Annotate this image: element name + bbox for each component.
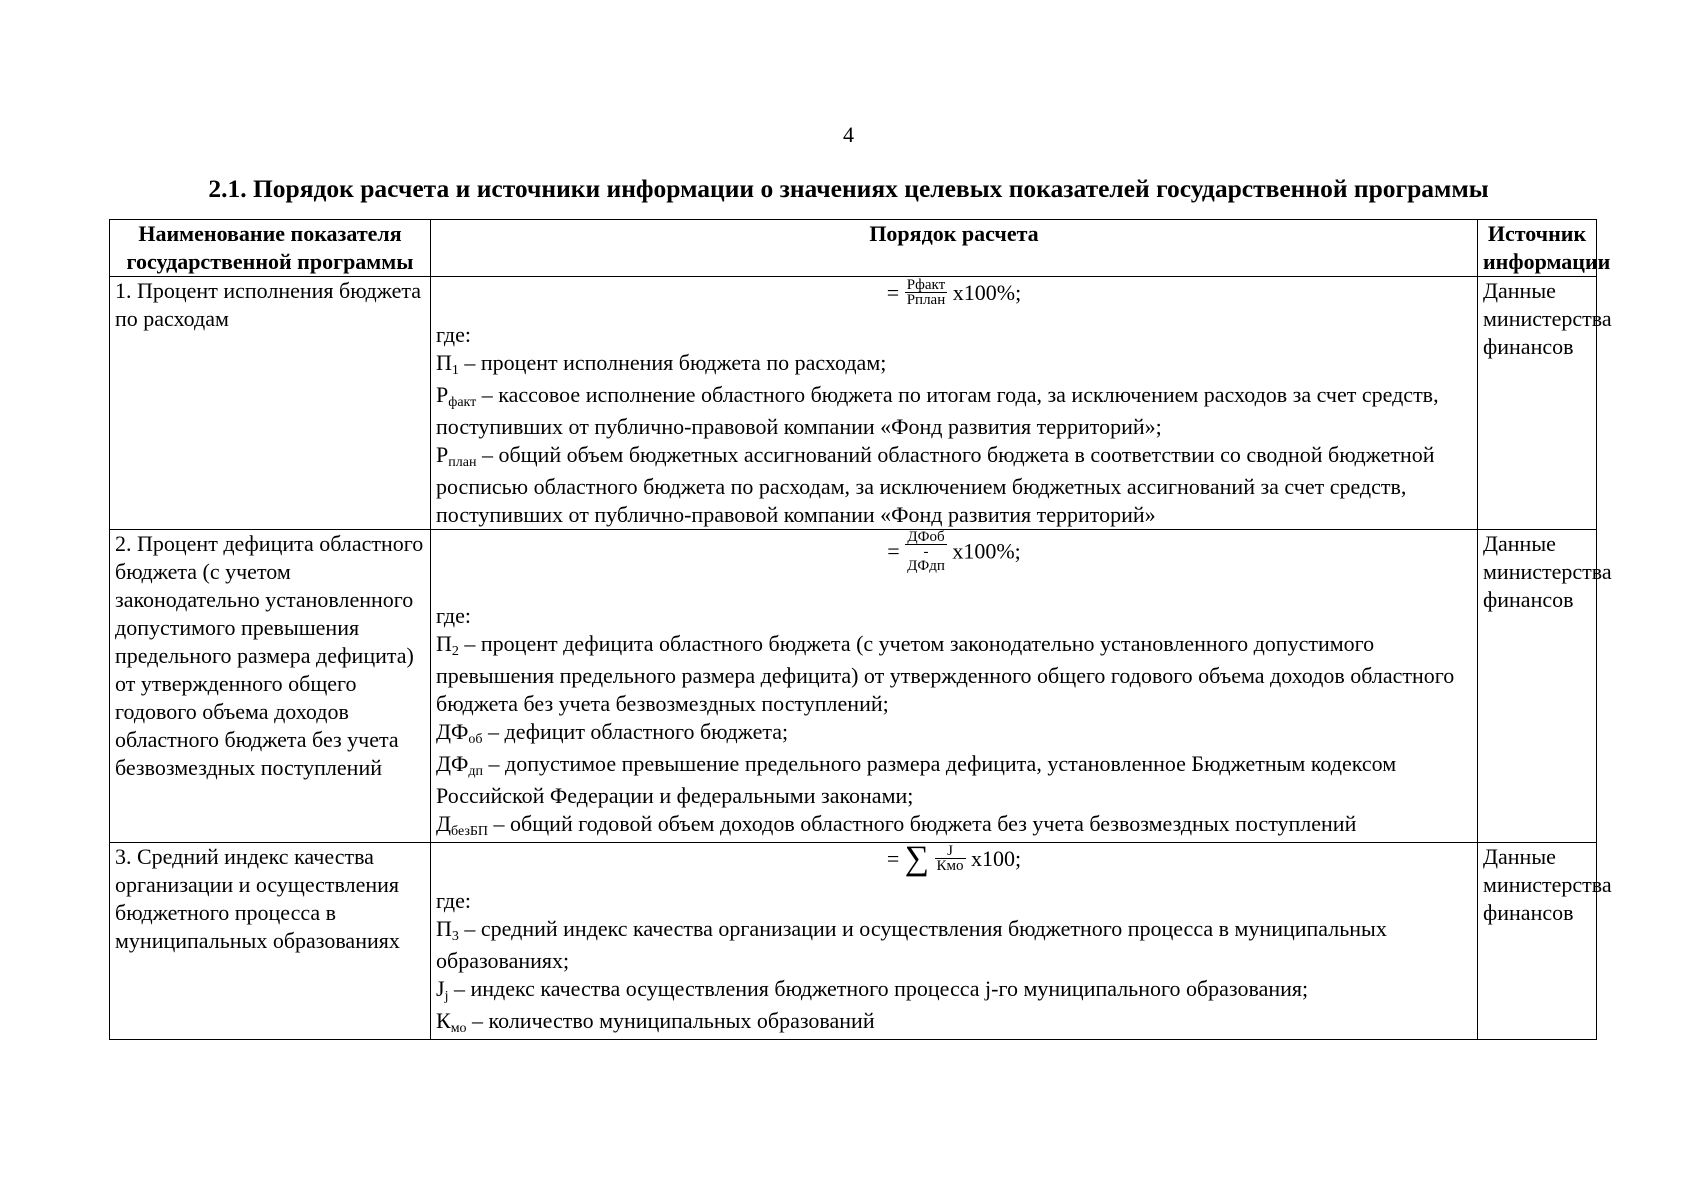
where-label: где: <box>436 322 471 347</box>
variable-definition <box>436 630 1472 718</box>
source-cell: Данные министерства финансов <box>1478 843 1597 1040</box>
variable-description: – процент исполнения бюджета по расходам; <box>458 350 887 375</box>
formula-minus: - <box>923 544 929 560</box>
variable-definition <box>436 718 1472 750</box>
variable-subscript: факт <box>448 395 477 410</box>
variable-definition <box>436 381 1472 441</box>
variable-symbol: ДФ <box>436 719 469 744</box>
variable-symbol: П <box>436 631 452 656</box>
variable-description: – средний индекс качества организации и осуществления бюджетного процесса в муниципальных образованиях; <box>436 916 1387 973</box>
formula-tail: х100%; <box>952 279 1022 305</box>
formula-lhs: = <box>886 279 900 305</box>
variable-definition <box>436 750 1472 810</box>
table-row <box>110 277 1597 530</box>
variable-symbol: Р <box>436 442 449 467</box>
formula-tail: х100; <box>971 845 1022 871</box>
header-name: Наименование показателя государственной программы <box>110 220 431 277</box>
variable-subscript: 3 <box>451 929 459 944</box>
variable-subscript: план <box>448 455 477 470</box>
variable-symbol: ДФ <box>436 751 469 776</box>
variable-description: – общий объем бюджетных ассигнований областного бюджета в соответствии со сводной бюджетной росписью областного бюджета по расходам, за исключением бюджетных ассигнований за счет средств, поступивших от публично-правовой компании «Фонд развития территорий» <box>436 442 1435 527</box>
variable-description: – кассовое исполнение областного бюджета по итогам года, за исключением расходов за счет средств, поступивших от публично-правовой компании «Фонд развития территорий»; <box>436 382 1439 439</box>
variable-subscript: дп <box>468 764 484 779</box>
variable-definition <box>436 975 1472 1007</box>
variable-subscript: мо <box>450 1021 467 1036</box>
header-source: Источник информации <box>1478 220 1597 277</box>
formula <box>436 530 1472 602</box>
variable-definition <box>436 349 1472 381</box>
variable-description: – количество муниципальных образований <box>466 1008 875 1033</box>
calc-cell <box>431 530 1478 843</box>
source-cell: Данные министерства финансов <box>1478 277 1597 530</box>
formula-fraction <box>905 530 947 573</box>
variable-symbol: Р <box>436 382 449 407</box>
header-calc: Порядок расчета <box>431 220 1478 277</box>
variable-description: – индекс качества осуществления бюджетного процесса j-го муниципального образования; <box>448 976 1309 1001</box>
variable-symbol: П <box>436 350 452 375</box>
indicator-name: 3. Средний индекс качества организации и осуществления бюджетного процесса в муниципальных образованиях <box>110 843 431 1040</box>
formula-numerator: J <box>935 844 966 859</box>
formula-fraction <box>935 844 966 873</box>
formula <box>436 839 1472 887</box>
variable-symbol: П <box>436 916 452 941</box>
variable-definition <box>436 441 1472 529</box>
formula <box>436 277 1472 321</box>
variable-description: – процент дефицита областного бюджета (с учетом законодательно установленного допустимого превышения предельного размера дефицита) от утвержденного общего годового объема доходов областного бюджета без учета безвозмездных поступлений; <box>436 631 1455 716</box>
document-title: 2.1. Порядок расчета и источники информации о значениях целевых показателей государственной программы <box>208 174 1489 203</box>
variable-description: – дефицит областного бюджета; <box>482 719 789 744</box>
variable-description: – общий годовой объем доходов областного бюджета без учета безвозмездных поступлений <box>488 811 1357 836</box>
table-header-row <box>110 220 1597 277</box>
variable-subscript: безБП <box>451 824 489 839</box>
sum-symbol: ∑ <box>904 839 930 877</box>
calc-cell <box>431 839 1478 1040</box>
calc-cell <box>431 277 1478 530</box>
where-label: где: <box>436 888 471 913</box>
variable-subscript: j <box>444 989 449 1004</box>
variable-definition <box>436 1007 1472 1039</box>
formula-lhs: = <box>887 538 900 564</box>
variable-subscript: об <box>468 732 483 747</box>
variable-subscript: 1 <box>451 363 459 378</box>
formula-fraction <box>905 278 948 307</box>
variable-symbol: J <box>436 976 445 1001</box>
formula-lhs: = <box>886 845 900 871</box>
variable-subscript: 2 <box>451 644 459 659</box>
formula-tail: х100%; <box>952 538 1021 564</box>
variable-symbol: Д <box>436 811 452 836</box>
table-row <box>110 530 1597 843</box>
variable-definition <box>436 810 1472 842</box>
source-cell: Данные министерства финансов <box>1478 530 1597 843</box>
formula-numerator: ДФоб <box>905 530 947 545</box>
variable-symbol: К <box>436 1008 451 1033</box>
variable-definition <box>436 915 1472 975</box>
formula-numerator: Рфакт <box>905 278 948 293</box>
where-label: где: <box>436 603 471 628</box>
indicator-name: 1. Процент исполнения бюджета по расходам <box>110 277 431 530</box>
table-row <box>110 843 1597 1040</box>
formula-denominator: ДФдп <box>907 558 945 574</box>
variable-description: – допустимое превышение предельного размера дефицита, установленное Бюджетным кодексом Российской Федерации и федеральными законами; <box>436 751 1397 808</box>
formula-denominator: Рплан <box>906 292 946 309</box>
indicator-name: 2. Процент дефицита областного бюджета (с учетом законодательно установленного допустимого превышения предельного размера дефицита) от утвержденного общего годового объема доходов областного бюджета без учета безвозмездных поступлений <box>110 530 431 843</box>
formula-denominator: Кмо <box>936 858 964 875</box>
page-number: 4 <box>843 122 854 147</box>
indicators-table <box>109 219 1612 1040</box>
